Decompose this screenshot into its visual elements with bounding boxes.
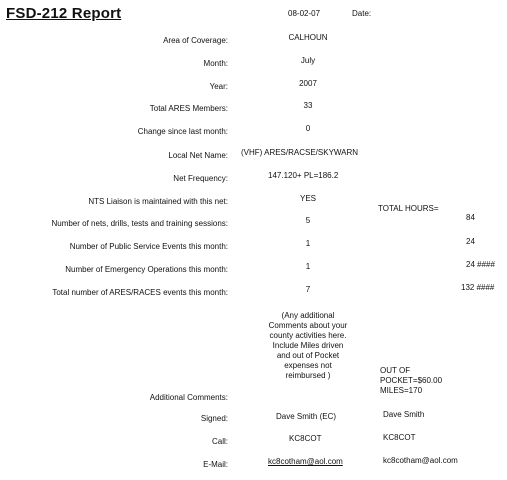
total-hours-title: TOTAL HOURS= (378, 204, 439, 213)
field-value-area: CALHOUN (288, 33, 328, 42)
field-value-month: July (300, 56, 316, 65)
field-label-public-service: Number of Public Service Events this month: (69, 242, 228, 251)
report-date-label: Date: (352, 9, 372, 18)
hours-value-public-service: 24 (466, 237, 475, 246)
comments-note: (Any additional Comments about your county activities here. Include Miles driven and out of Pocket expenses not reimbursed ) (268, 311, 348, 380)
email-value-2: kc8cotham@aol.com (383, 456, 458, 465)
field-label-change: Change since last month: (137, 127, 228, 136)
signed-label: Signed: (200, 414, 228, 423)
report-title: FSD-212 Report (6, 5, 122, 22)
field-value-nets: 5 (305, 216, 311, 225)
field-value-total-events: 7 (305, 285, 311, 294)
signed-value: Dave Smith (EC) (276, 412, 337, 421)
call-value: KC8COT (289, 434, 322, 443)
email-value[interactable]: kc8cotham@aol.com (268, 457, 343, 466)
field-value-year: 2007 (299, 79, 317, 88)
field-value-emergency: 1 (305, 262, 311, 271)
signed-value-2: Dave Smith (383, 410, 425, 419)
field-label-year: Year: (209, 82, 228, 91)
field-value-nts: YES (299, 194, 316, 203)
email-label: E-Mail: (203, 460, 228, 469)
field-value-frequency: 147.120+ PL=186.2 (268, 171, 339, 180)
field-value-net-name: (VHF) ARES/RACSE/SKYWARN (241, 148, 359, 157)
hours-value-total: 132 #### (461, 283, 495, 292)
field-label-total-events: Total number of ARES/RACES events this month: (52, 288, 228, 297)
field-label-emergency: Number of Emergency Operations this month: (65, 265, 228, 274)
call-label: Call: (211, 437, 228, 446)
pocket-expenses: OUT OF POCKET=$60.00 MILES=170 (380, 366, 443, 395)
field-label-net-name: Local Net Name: (168, 151, 228, 160)
comments-label: Additional Comments: (149, 393, 228, 402)
field-value-change: 0 (305, 124, 311, 133)
field-label-month: Month: (203, 59, 228, 68)
field-label-frequency: Net Frequency: (173, 174, 228, 183)
report-date-value: 08-02-07 (288, 9, 321, 18)
hours-value-nets: 84 (466, 213, 475, 222)
field-label-members: Total ARES Members: (149, 104, 228, 113)
field-label-nts: NTS Liaison is maintained with this net: (88, 197, 228, 206)
field-label-nets: Number of nets, drills, tests and training sessions: (51, 219, 228, 228)
field-value-public-service: 1 (305, 239, 311, 248)
field-value-members: 33 (303, 101, 313, 110)
call-value-2: KC8COT (383, 433, 416, 442)
field-label-area: Area of Coverage: (163, 36, 228, 45)
hours-value-emergency: 24 #### (466, 260, 495, 269)
